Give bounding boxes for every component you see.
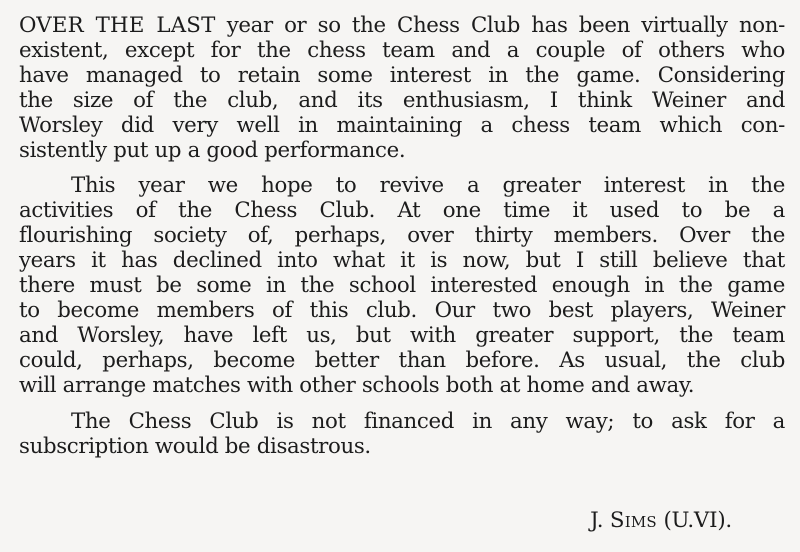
chess-club-article	[19, 14, 785, 459]
paragraph-1-line-1: OVER THE LAST year or so the Chess Club has been virtually non-	[19, 13, 785, 38]
paragraph-3-line-2: subscription would be disastrous.	[19, 433, 371, 459]
paragraph-1-line-2: existent, except for the chess team and a couple of others who	[19, 37, 785, 63]
paragraph-3	[19, 410, 785, 460]
paragraph-2-line-9: will arrange matches with other schools both at home and away.	[19, 372, 695, 398]
paragraph-1-line-3: have managed to retain some interest in the game. Considering	[19, 62, 785, 88]
signature-initial: J.	[590, 508, 604, 533]
paragraph-1-line-6: sistently put up a good performance.	[19, 137, 406, 163]
paragraph-2-line-8: could, perhaps, become better than before. As usual, the club	[19, 347, 785, 373]
paragraph-1-line-4: the size of the club, and its enthusiasm, I think Weiner and	[19, 87, 785, 113]
paragraph-2-line-4: years it has declined into what it is now, but I still believe that	[19, 248, 785, 274]
paragraph-3-line-1: The Chess Club is not financed in any way; to ask for a	[71, 408, 785, 434]
signature-name: Sims	[609, 508, 657, 533]
paragraph-2-line-6: to become members of this club. Our two best players, Weiner	[19, 297, 785, 323]
paragraph-2-line-7: and Worsley, have left us, but with greater support, the team	[19, 322, 785, 348]
paragraph-2-line-5: there must be some in the school interested enough in the game	[19, 273, 785, 299]
paragraph-2-line-1: This year we hope to revive a greater interest in the	[71, 173, 785, 199]
signature-form: (U.VI).	[663, 508, 732, 533]
paragraph-2-line-2: activities of the Chess Club. At one time it used to be a	[19, 198, 785, 224]
paragraph-1	[19, 14, 785, 163]
author-signature	[590, 508, 732, 533]
paragraph-2	[19, 174, 785, 398]
paragraph-1-line-5: Worsley did very well in maintaining a chess team which con-	[19, 112, 785, 138]
lead-in-small-caps: OVER THE LAST	[19, 13, 216, 38]
paragraph-2-line-3: flourishing society of, perhaps, over thirty members. Over the	[19, 223, 785, 249]
